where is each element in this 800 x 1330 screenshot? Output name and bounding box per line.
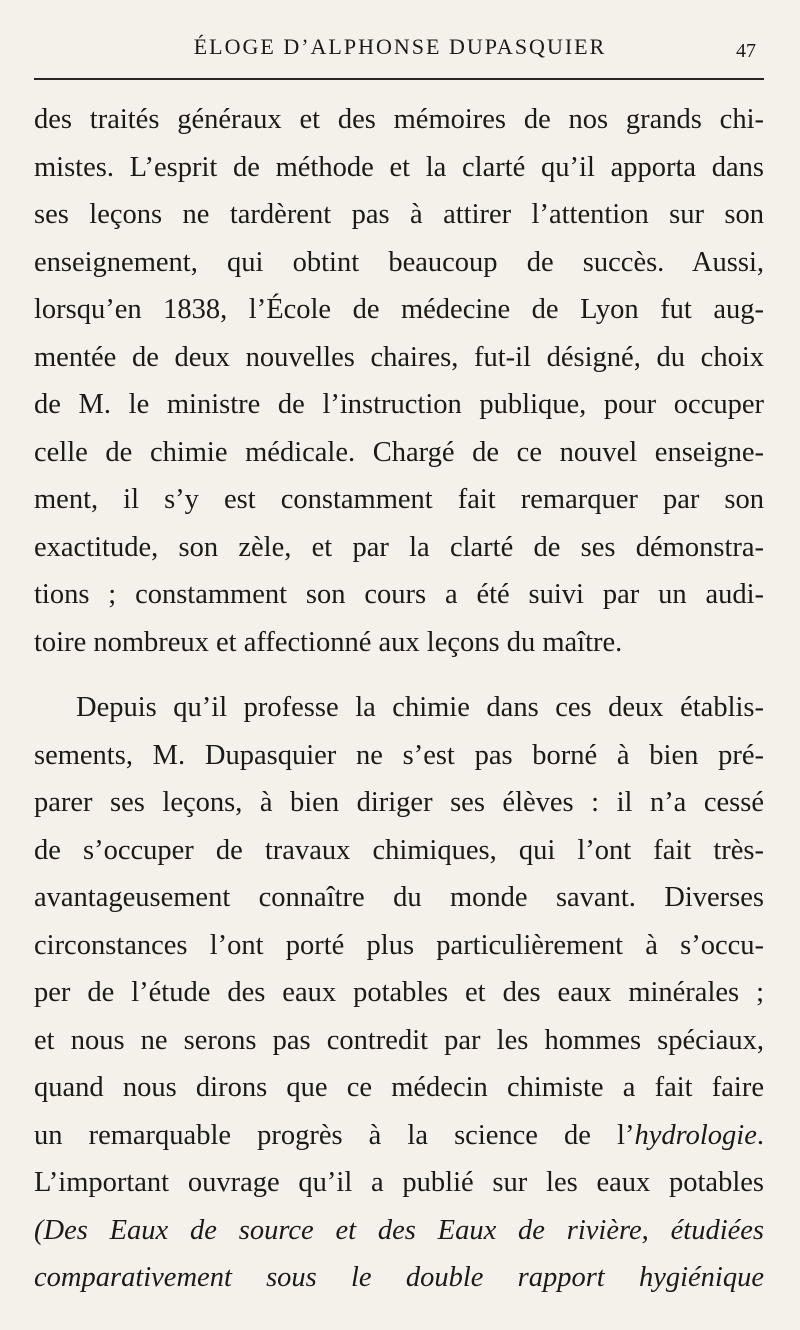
text-line: mistes. L’esprit de méthode et la clarté qu’il apporta dans bbox=[34, 151, 764, 183]
text-line: exactitude, son zèle, et par la clarté de ses démonstra- bbox=[34, 531, 764, 563]
text-line: parer ses leçons, à bien diriger ses élèves : il n’a cessé bbox=[34, 787, 764, 818]
italic-term: hydrologie bbox=[634, 1119, 757, 1151]
text-line: tions ; constamment son cours a été suivi par un audi- bbox=[34, 579, 764, 610]
text-segment: un remarquable progrès à la science de l’ bbox=[34, 1119, 635, 1151]
text-line: per de l’étude des eaux potables et des eaux minérales ; bbox=[34, 977, 764, 1008]
text-line: lorsqu’en 1838, l’École de médecine de Lyon fut aug- bbox=[34, 294, 764, 325]
text-line: celle de chimie médicale. Chargé de ce nouvel enseigne- bbox=[34, 436, 764, 468]
text-line: toire nombreux et affectionné aux leçons du maître. bbox=[34, 626, 623, 658]
text-line: L’important ouvrage qu’il a publié sur les eaux potables bbox=[34, 1167, 764, 1198]
text-line-hydrologie bbox=[34, 1112, 764, 1160]
header-rule bbox=[34, 78, 764, 80]
text-line: quand nous dirons que ce médecin chimiste a fait faire bbox=[34, 1072, 764, 1103]
page-number: 47 bbox=[736, 40, 756, 62]
text-segment: . bbox=[756, 1119, 764, 1151]
text-line: enseignement, qui obtint beaucoup de succès. Aussi, bbox=[34, 246, 764, 278]
text-line: mentée de deux nouvelles chaires, fut-il désigné, du choix bbox=[34, 341, 764, 373]
text-line: de s’occuper de travaux chimiques, qui l’ont fait très- bbox=[34, 834, 764, 866]
italic-title-line: comparativement sous le double rapport hygiénique bbox=[34, 1262, 764, 1293]
text-line: de M. le ministre de l’instruction publique, pour occuper bbox=[34, 389, 764, 420]
italic-title-line: (Des Eaux de source et des Eaux de rivière, étudiées bbox=[34, 1214, 764, 1246]
text-line: ses leçons ne tardèrent pas à attirer l’attention sur son bbox=[34, 199, 764, 230]
text-line: et nous ne serons pas contredit par les hommes spéciaux, bbox=[34, 1024, 764, 1056]
text-line: circonstances l’ont porté plus particulièrement à s’occu- bbox=[34, 929, 764, 961]
text-line: avantageusement connaître du monde savant. Diverses bbox=[34, 882, 764, 913]
text-line: ment, il s’y est constamment fait remarquer par son bbox=[34, 484, 764, 515]
paragraph-gap bbox=[34, 666, 764, 684]
text-line: des traités généraux et des mémoires de nos grands chi- bbox=[34, 104, 764, 135]
running-head-title: ÉLOGE D’ALPHONSE DUPASQUIER bbox=[193, 34, 607, 59]
running-head bbox=[30, 34, 770, 68]
text-line: Depuis qu’il professe la chimie dans ces deux établis- bbox=[76, 692, 764, 723]
text-line: sements, M. Dupasquier ne s’est pas borné à bien pré- bbox=[34, 739, 764, 771]
body-text bbox=[34, 96, 764, 1302]
